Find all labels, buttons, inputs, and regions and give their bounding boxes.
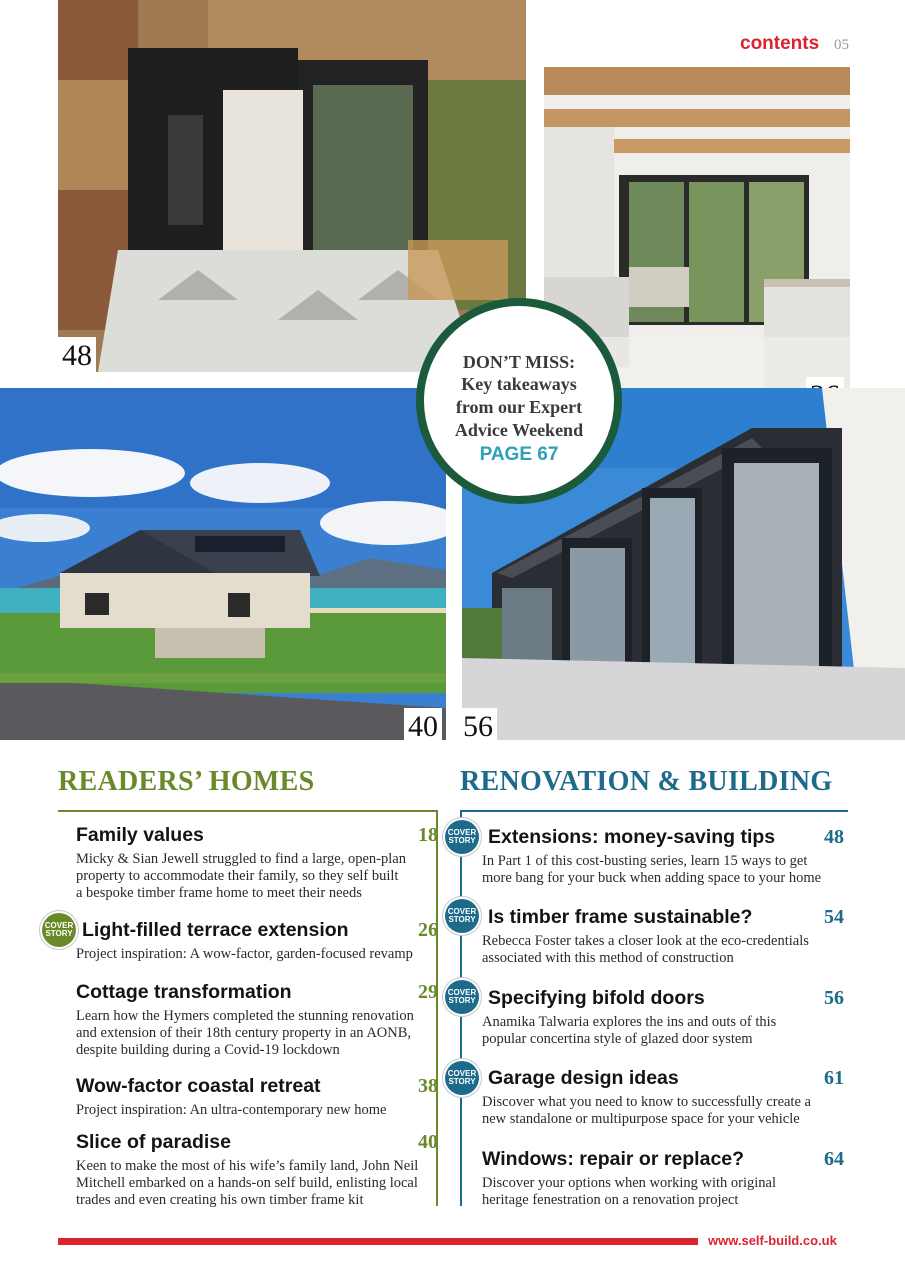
entry-title: Specifying bifold doors <box>488 987 705 1009</box>
entry-page: 38 <box>418 1075 438 1097</box>
entry-title: Extensions: money-saving tips <box>488 826 776 848</box>
badge-text: STORY <box>448 836 476 845</box>
contents-entry[interactable] <box>482 1148 844 1209</box>
desc-line: property to accommodate their family, so they self built <box>76 868 399 884</box>
desc-line: In Part 1 of this cost-busting series, learn 15 ways to get <box>482 853 808 869</box>
entry-description <box>482 853 844 887</box>
badge-text: COVER <box>447 1069 477 1078</box>
entry-description <box>76 946 438 963</box>
entry-description <box>482 1014 844 1048</box>
cover-story-badge <box>445 899 479 933</box>
dont-miss-line: Advice Weekend <box>454 420 584 440</box>
contents-entry[interactable] <box>76 1075 438 1119</box>
contents-entry[interactable] <box>488 906 844 929</box>
dont-miss-line: Key takeaways <box>461 374 577 394</box>
entry-title: Windows: repair or replace? <box>482 1148 745 1170</box>
entry-description <box>76 1102 438 1119</box>
entry-title: Family values <box>76 824 204 846</box>
contents-entry-desc <box>482 1090 844 1128</box>
entry-page: 29 <box>418 981 438 1003</box>
cover-story-badge <box>445 980 479 1014</box>
readers-homes-heading: READERS’ HOMES <box>58 766 315 797</box>
entry-description <box>76 1008 438 1059</box>
dont-miss-callout[interactable] <box>416 298 622 504</box>
contents-entry[interactable] <box>76 981 438 1059</box>
entry-title: Cottage transformation <box>76 981 292 1003</box>
desc-line: Project inspiration: An ultra-contemporary new home <box>76 1102 387 1118</box>
desc-line: Keen to make the most of his wife’s family land, John Neil <box>76 1158 419 1174</box>
entry-title: Garage design ideas <box>488 1067 679 1089</box>
divider <box>58 810 438 812</box>
entry-title: Slice of paradise <box>76 1131 231 1153</box>
terrace-extension-photo <box>58 0 526 372</box>
dont-miss-title: DON’T MISS: <box>462 352 576 372</box>
desc-line: Rebecca Foster takes a closer look at the eco-credentials <box>482 933 809 949</box>
entry-title: Light-filled terrace extension <box>82 919 349 941</box>
desc-line: associated with this method of construction <box>482 950 734 966</box>
contents-entry[interactable] <box>488 1067 844 1090</box>
renovation-building-heading: RENOVATION & BUILDING <box>460 766 833 797</box>
entry-title: Is timber frame sustainable? <box>488 906 753 928</box>
entry-page: 18 <box>418 824 438 846</box>
dont-miss-line: from our Expert <box>455 397 583 417</box>
entry-description <box>482 933 844 967</box>
badge-text: STORY <box>45 929 73 938</box>
desc-line: despite building during a Covid-19 lockdown <box>76 1042 340 1058</box>
contents-entry-desc <box>76 942 438 963</box>
contents-entry[interactable] <box>488 826 844 849</box>
contents-entry-desc <box>482 849 844 887</box>
entry-page: 26 <box>418 919 438 941</box>
coastal-house-photo <box>0 388 446 740</box>
desc-line: Learn how the Hymers completed the stunning renovation <box>76 1008 414 1024</box>
badge-text: STORY <box>448 915 476 924</box>
desc-line: more bang for your buck when adding space to your home <box>482 870 822 886</box>
contents-entry[interactable] <box>82 919 438 942</box>
desc-line: Discover your options when working with original <box>482 1175 776 1191</box>
footer-bar <box>58 1238 698 1245</box>
entry-page: 56 <box>824 987 844 1009</box>
desc-line: popular concertina style of glazed door system <box>482 1031 753 1047</box>
section-label: contents <box>740 33 820 54</box>
entry-page: 61 <box>824 1067 844 1089</box>
entry-description <box>482 1094 844 1128</box>
page-number: 05 <box>834 37 849 53</box>
badge-text: COVER <box>44 921 74 930</box>
contents-entry-desc <box>482 929 844 967</box>
desc-line: Anamika Talwaria explores the ins and outs of this <box>482 1014 777 1030</box>
photo-page-number: 56 <box>459 708 497 746</box>
badge-text: COVER <box>447 907 477 916</box>
entry-title: Wow-factor coastal retreat <box>76 1075 321 1097</box>
desc-line: trades and even creating his own timber frame kit <box>76 1192 364 1208</box>
desc-line: Project inspiration: A wow-factor, garden-focused revamp <box>76 946 413 962</box>
badge-text: COVER <box>447 828 477 837</box>
contents-entry[interactable] <box>76 824 438 902</box>
photo-page-number: 48 <box>58 337 96 375</box>
entry-page: 54 <box>824 906 844 928</box>
desc-line: new standalone or multipurpose space for your vehicle <box>482 1111 800 1127</box>
entry-page: 48 <box>824 826 844 848</box>
entry-description <box>76 1158 438 1209</box>
entry-page: 40 <box>418 1131 438 1153</box>
desc-line: Mitchell embarked on a hands-on self build, enlisting local <box>76 1175 418 1191</box>
cover-story-badge <box>42 913 76 947</box>
cover-story-badge <box>445 1061 479 1095</box>
contents-entry-desc <box>482 1010 844 1048</box>
website-link[interactable]: www.self-build.co.uk <box>708 1233 837 1248</box>
desc-line: and extension of their 18th century property in an AONB, <box>76 1025 412 1041</box>
photo-page-number: 40 <box>404 708 442 746</box>
desc-line: heritage fenestration on a renovation project <box>482 1192 739 1208</box>
contents-entry[interactable] <box>488 987 844 1010</box>
cover-story-badge <box>445 820 479 854</box>
desc-line: Discover what you need to know to successfully create a <box>482 1094 811 1110</box>
entry-description <box>76 851 438 902</box>
desc-line: Micky & Sian Jewell struggled to find a large, open-plan <box>76 851 406 867</box>
dont-miss-page: PAGE 67 <box>479 444 559 465</box>
badge-text: COVER <box>447 988 477 997</box>
badge-text: STORY <box>448 996 476 1005</box>
desc-line: a bespoke timber frame home to meet their needs <box>76 885 362 901</box>
entry-description <box>482 1175 844 1209</box>
entry-page: 64 <box>824 1148 844 1170</box>
badge-text: STORY <box>448 1077 476 1086</box>
divider <box>460 810 848 812</box>
contents-entry[interactable] <box>76 1131 438 1209</box>
